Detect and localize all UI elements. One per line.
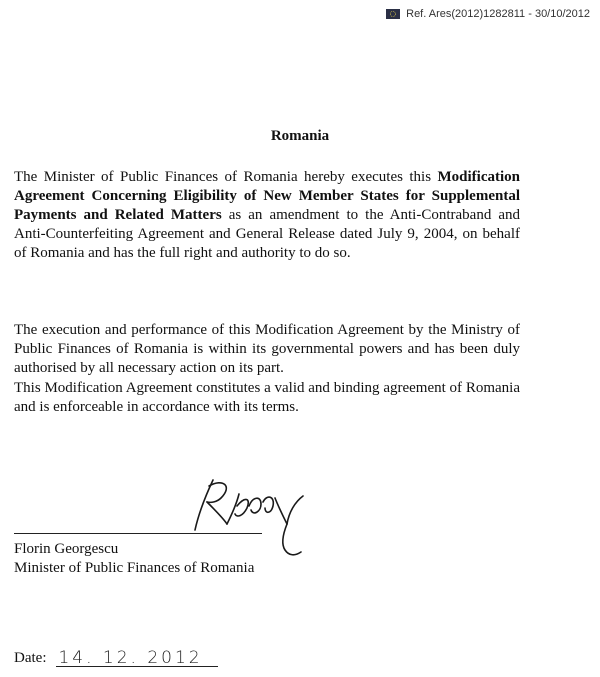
execution-intro: The Minister of Public Finances of Romania hereby executes this bbox=[14, 169, 432, 185]
signatory-block bbox=[14, 540, 254, 578]
signature-line bbox=[14, 533, 262, 534]
signatory-name: Florin Georgescu bbox=[14, 541, 119, 557]
eu-flag-icon bbox=[386, 9, 400, 19]
binding-paragraph: This Modification Agreement constitutes a valid and binding agreement of Romania and is enforceable in accordance with its terms. bbox=[14, 380, 520, 415]
reference-text: Ref. Ares(2012)1282811 - 30/10/2012 bbox=[406, 8, 590, 20]
page-title: Romania bbox=[270, 128, 330, 144]
agreement-name: Modification Agreement Concerning Eligibility of New Member States for Supplemental Payments and Related Matters bbox=[14, 169, 521, 223]
signatory-role: Minister of Public Finances of Romania bbox=[14, 560, 255, 576]
date-label: Date: bbox=[14, 650, 47, 666]
execution-paragraph bbox=[14, 168, 520, 263]
date-value: 14. 12. 2012 bbox=[56, 650, 218, 667]
authority-paragraph: The execution and performance of this Modification Agreement by the Ministry of Public Finances of Romania is within its governmental powers and has been duly authorised by all necessary action on its part. bbox=[14, 322, 520, 376]
execution-rest: as an amendment to the Anti-Contraband and Anti-Counterfeiting Agreement and General Release dated July 9, 2004, on behalf of Romania and has the full right and authority to do so. bbox=[14, 207, 520, 261]
date-field bbox=[14, 650, 218, 667]
document-reference bbox=[386, 8, 590, 20]
